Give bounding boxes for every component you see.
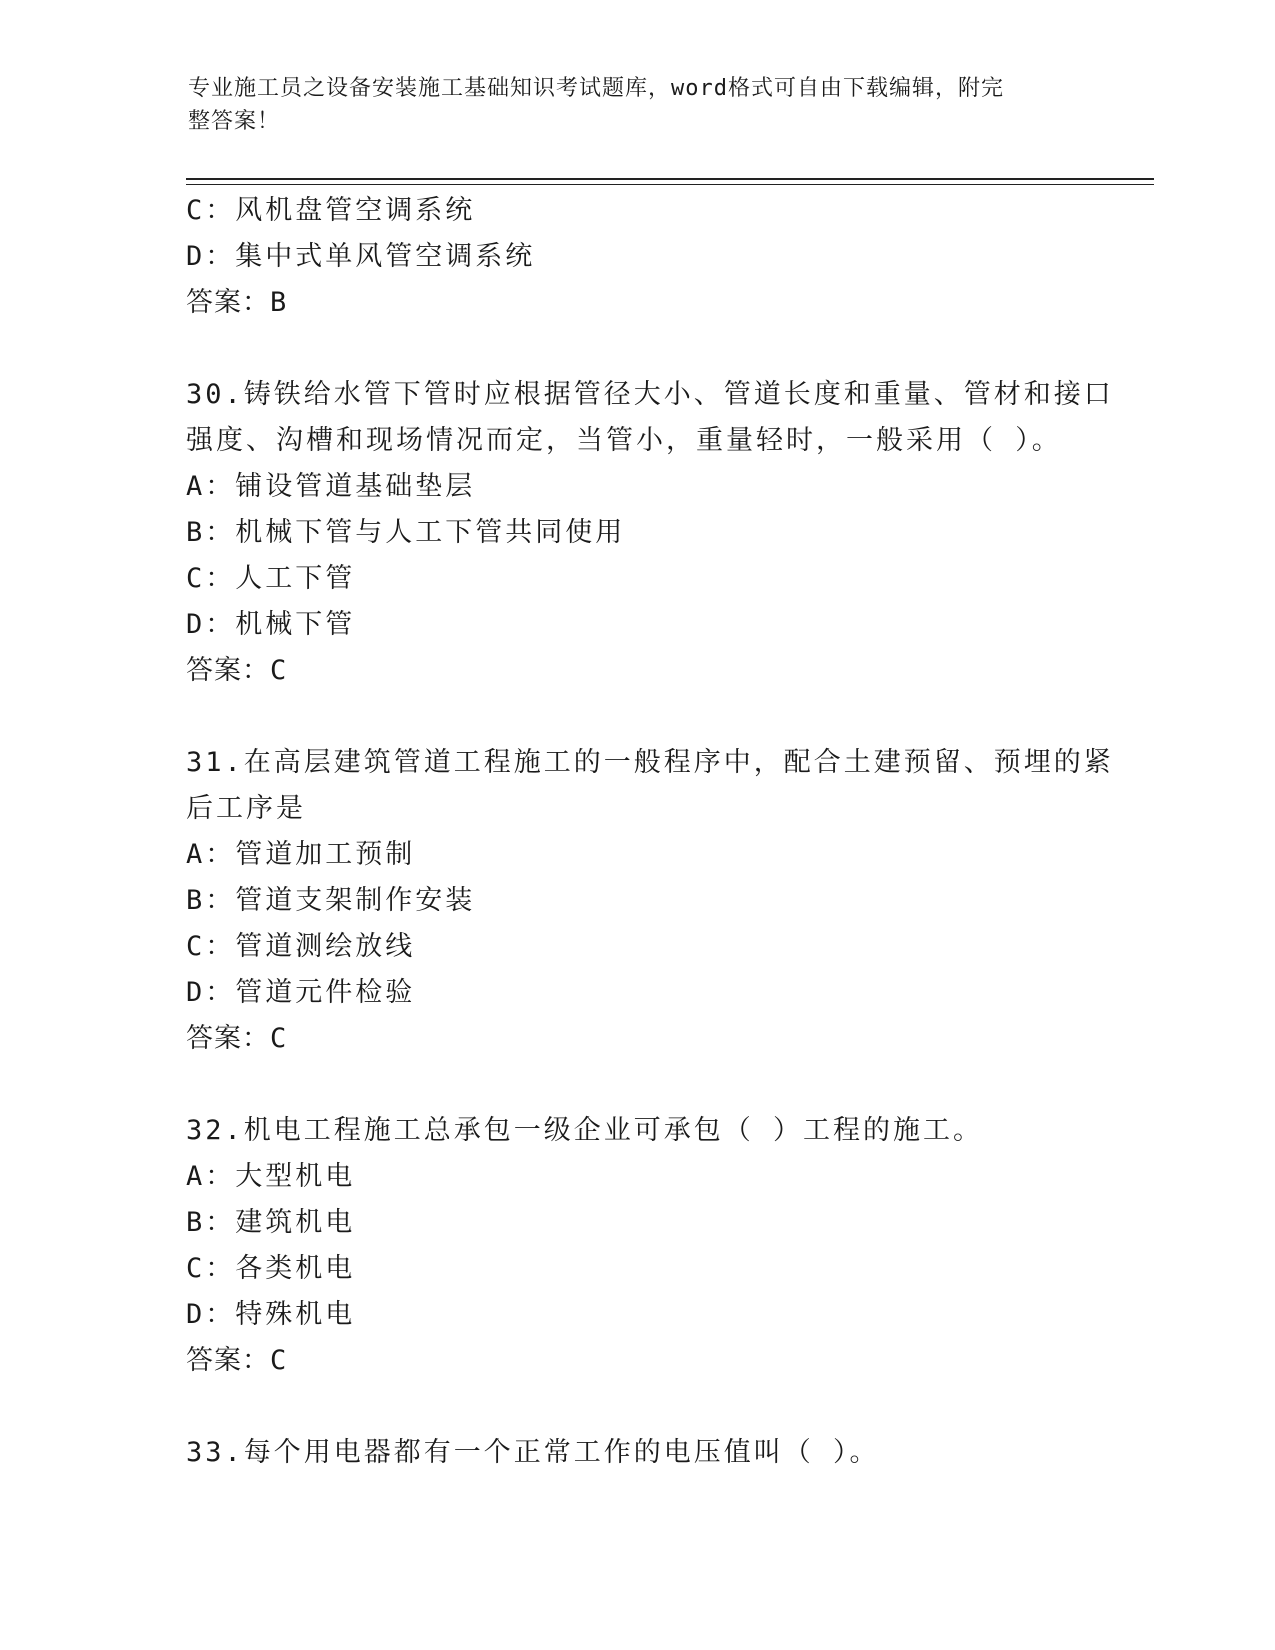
question-text-line: 后工序是 [186,793,306,824]
option-d: D：集中式单风管空调系统 [186,241,536,272]
header-title-line-1: 专业施工员之设备安装施工基础知识考试题库，word格式可自由下载编辑，附完 [188,76,1004,101]
header-rule-thin [186,184,1154,185]
option-d: D：机械下管 [186,609,356,640]
header-title-line-2: 整答案！ [188,109,281,134]
option-a: A：大型机电 [186,1161,356,1192]
question-text-line: 31.在高层建筑管道工程施工的一般程序中，配合土建预留、预埋的紧 [186,747,1114,778]
question-32 [186,1108,1106,1384]
spacer [186,694,1106,740]
header-rule-thick [186,178,1154,180]
option-c: C：管道测绘放线 [186,931,416,962]
document-body [186,188,1114,1476]
question-31 [186,740,1114,1062]
spacer [186,326,1106,372]
spacer [186,1384,1106,1430]
option-c: C：风机盘管空调系统 [186,195,476,226]
question-text-line: 32.机电工程施工总承包一级企业可承包（ ）工程的施工。 [186,1115,984,1146]
option-c: C：各类机电 [186,1253,356,1284]
option-d: D：特殊机电 [186,1299,356,1330]
answer-line: 答案：C [186,655,288,686]
option-b: B：机械下管与人工下管共同使用 [186,517,626,548]
option-a: A：铺设管道基础垫层 [186,471,476,502]
question-text-line: 30.铸铁给水管下管时应根据管径大小、管道长度和重量、管材和接口 [186,379,1114,410]
spacer [186,1062,1106,1108]
prev-question-tail [186,188,1106,326]
answer-line: 答案：B [186,287,288,318]
question-text-line: 强度、沟槽和现场情况而定，当管小，重量轻时，一般采用（ ）。 [186,425,1062,456]
option-a: A：管道加工预制 [186,839,416,870]
question-33 [186,1430,1106,1476]
option-b: B：管道支架制作安装 [186,885,476,916]
document-header [188,72,1068,138]
answer-line: 答案：C [186,1023,288,1054]
option-b: B：建筑机电 [186,1207,356,1238]
answer-line: 答案：C [186,1345,288,1376]
question-30 [186,372,1114,694]
option-d: D：管道元件检验 [186,977,416,1008]
question-text-line: 33.每个用电器都有一个正常工作的电压值叫（ ）。 [186,1437,880,1468]
option-c: C：人工下管 [186,563,356,594]
